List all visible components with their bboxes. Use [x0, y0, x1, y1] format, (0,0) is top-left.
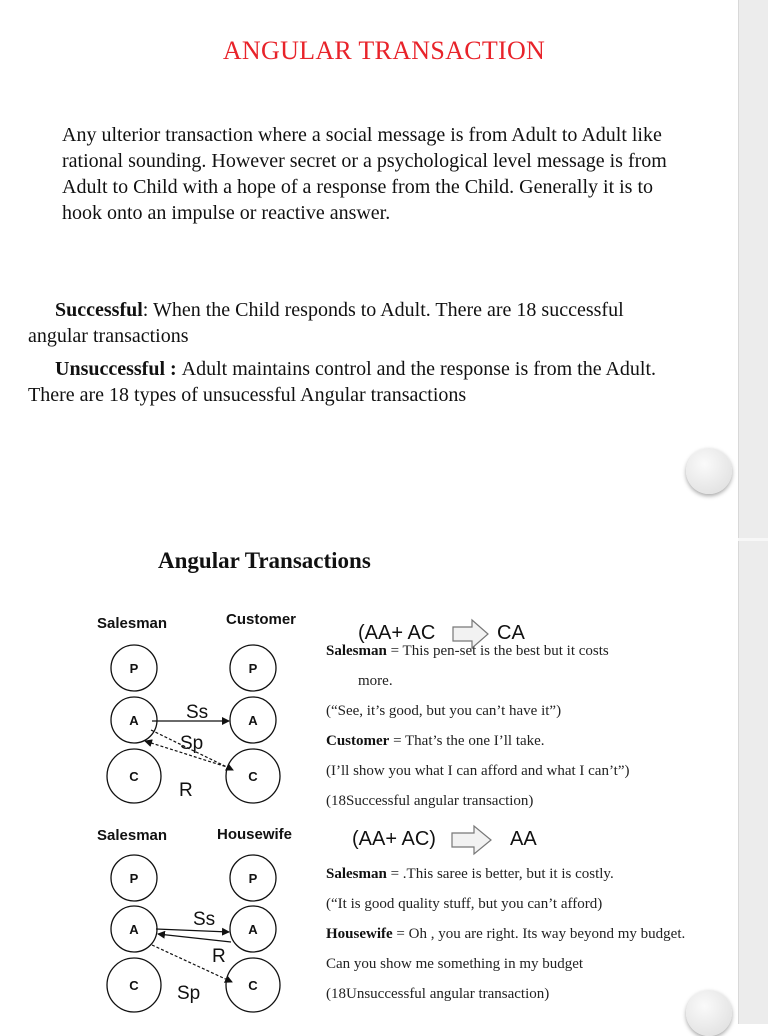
- ego-label: P: [248, 871, 258, 886]
- ego-label: C: [248, 978, 258, 993]
- ego-label: P: [129, 661, 139, 676]
- successful-term: Successful: [55, 299, 143, 321]
- diagram2-dialogue: [326, 859, 685, 1009]
- diagram2-left-label: Salesman: [97, 827, 168, 844]
- page-title: ANGULAR TRANSACTION: [222, 36, 546, 65]
- arrow-label-ss: Ss: [186, 702, 209, 723]
- dialogue-line: (“It is good quality stuff, but you can’t afford): [326, 896, 603, 912]
- dialogue-line: Salesman = This pen-set is the best but it costs: [326, 643, 609, 659]
- dialogue-line: Customer = That’s the one I’ll take.: [326, 733, 545, 749]
- dialogue-line: more.: [358, 673, 393, 689]
- arrow-label-sp-2: Sp: [177, 983, 201, 1004]
- arrow-label-r-2: R: [212, 946, 226, 967]
- unsuccessful-text: Adult maintains control and the response is from the Adult.: [181, 358, 657, 380]
- formula-arrow-2: [452, 826, 491, 854]
- dialogue-line: Can you show me something in my budget: [326, 956, 584, 972]
- ego-label: A: [248, 713, 258, 728]
- formula-1-left: (AA+ AC: [358, 622, 436, 644]
- formula-1-right: CA: [497, 622, 525, 644]
- unsuccessful-term: Unsuccessful :: [55, 358, 182, 380]
- intro-line: Any ulterior transaction where a social message is from Adult to Adult like: [62, 124, 662, 146]
- intro-line: rational sounding. However secret or a psychological level message is from: [62, 150, 667, 172]
- diagram2-right-label: Housewife: [217, 826, 293, 843]
- successful-text-2: angular transactions: [28, 325, 189, 347]
- dialogue-line: Salesman = .This saree is better, but it is costly.: [326, 866, 614, 882]
- dialogue-line: (18Successful angular transaction): [326, 793, 534, 809]
- ego-label: A: [129, 922, 139, 937]
- dialogue-line: Housewife = Oh , you are right. Its way beyond my budget.: [326, 926, 686, 942]
- response-arrow-2: [158, 934, 231, 942]
- dialogue-line: (I’ll show you what I can afford and what I can’t”): [326, 763, 630, 779]
- intro-line: hook onto an impulse or reactive answer.: [62, 202, 391, 224]
- ego-label: C: [248, 769, 258, 784]
- formula-2-right: AA: [510, 828, 537, 850]
- formula-2-left: (AA+ AC): [352, 828, 436, 850]
- ego-label: P: [248, 661, 258, 676]
- diagram1-right-label: Customer: [226, 611, 297, 628]
- intro-line: Adult to Child with a hope of a response from the Child. Generally it is to: [62, 176, 654, 198]
- ego-label: P: [129, 871, 139, 886]
- ego-label: C: [129, 978, 139, 993]
- unsuccessful-text-2: There are 18 types of unsucessful Angular transactions: [28, 384, 467, 406]
- successful-text: : When the Child responds to Adult. There are 18 successful: [142, 299, 624, 321]
- dialogue-line: (18Unsuccessful angular transaction): [326, 986, 550, 1002]
- diagram1-left-label: Salesman: [97, 615, 168, 632]
- ego-label: A: [129, 713, 139, 728]
- dialogue-line: (“See, it’s good, but you can’t have it”): [326, 703, 562, 719]
- arrow-label-ss-2: Ss: [193, 909, 216, 930]
- diagram1-dialogue: [326, 636, 630, 816]
- arrow-label-sp: Sp: [180, 733, 204, 754]
- arrow-label-r: R: [179, 780, 193, 801]
- section-title: Angular Transactions: [158, 548, 371, 573]
- ego-label: A: [248, 922, 258, 937]
- ego-label: C: [129, 769, 139, 784]
